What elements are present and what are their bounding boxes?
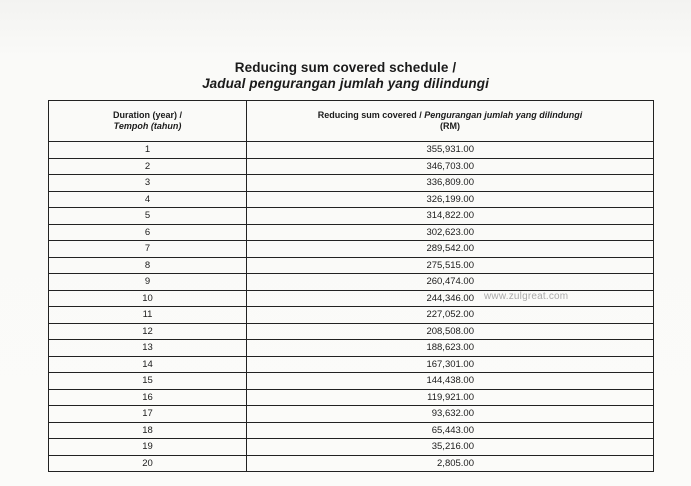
duration-cell: 14 [49, 356, 247, 373]
table-row [49, 208, 654, 225]
amount-cell: 336,809.00 [247, 175, 654, 192]
duration-column-header [49, 101, 247, 142]
duration-cell: 20 [49, 455, 247, 472]
schedule-title-malay: Jadual pengurangan jumlah yang dilindungi [202, 76, 489, 91]
duration-cell: 8 [49, 257, 247, 274]
duration-header-english: Duration (year) / [112, 110, 182, 120]
table-row [49, 307, 654, 324]
duration-cell: 15 [49, 373, 247, 390]
amount-cell: 260,474.00 [247, 274, 654, 291]
amount-cell: 35,216.00 [247, 439, 654, 456]
duration-cell: 3 [49, 175, 247, 192]
table-body [49, 142, 654, 472]
table-row [49, 323, 654, 340]
duration-cell: 16 [49, 389, 247, 406]
amount-cell: 208,508.00 [247, 323, 654, 340]
amount-cell: 2,805.00 [247, 455, 654, 472]
duration-cell: 9 [49, 274, 247, 291]
duration-cell: 19 [49, 439, 247, 456]
amount-cell: 227,052.00 [247, 307, 654, 324]
amount-header-english: Reducing sum covered / [317, 110, 425, 120]
duration-cell: 13 [49, 340, 247, 357]
table-row [49, 455, 654, 472]
amount-cell: 244,346.00 [247, 290, 654, 307]
duration-cell: 6 [49, 224, 247, 241]
table-row [49, 191, 654, 208]
table-row [49, 158, 654, 175]
watermark-text: www.zulgreat.com [484, 291, 569, 302]
amount-cell: 326,199.00 [247, 191, 654, 208]
reducing-sum-table [48, 100, 654, 472]
amount-cell: 93,632.00 [247, 406, 654, 423]
amount-cell: 355,931.00 [247, 142, 654, 159]
table-row [49, 439, 654, 456]
table-row [49, 340, 654, 357]
duration-cell: 18 [49, 422, 247, 439]
duration-cell: 4 [49, 191, 247, 208]
amount-cell: 144,438.00 [247, 373, 654, 390]
table-header-row [49, 101, 654, 142]
table-row [49, 274, 654, 291]
table-row [49, 175, 654, 192]
amount-cell: 314,822.00 [247, 208, 654, 225]
amount-cell: 167,301.00 [247, 356, 654, 373]
duration-cell: 2 [49, 158, 247, 175]
amount-cell: 289,542.00 [247, 241, 654, 258]
duration-cell: 10 [49, 290, 247, 307]
amount-cell: 275,515.00 [247, 257, 654, 274]
amount-cell: 346,703.00 [247, 158, 654, 175]
amount-cell: 65,443.00 [247, 422, 654, 439]
table-row [49, 257, 654, 274]
amount-cell: 119,921.00 [247, 389, 654, 406]
table-row [49, 389, 654, 406]
table-row [49, 373, 654, 390]
amount-cell: 188,623.00 [247, 340, 654, 357]
amount-header-unit: (RM) [440, 121, 460, 131]
duration-cell: 5 [49, 208, 247, 225]
table-row [49, 422, 654, 439]
schedule-title-english: Reducing sum covered schedule / [234, 60, 457, 75]
amount-header-malay: Pengurangan jumlah yang dilindungi [424, 110, 583, 120]
amount-column-header [247, 101, 654, 142]
duration-cell: 7 [49, 241, 247, 258]
table-row [49, 356, 654, 373]
table-row [49, 224, 654, 241]
amount-cell: 302,623.00 [247, 224, 654, 241]
table-row [49, 142, 654, 159]
table-row [49, 241, 654, 258]
duration-cell: 17 [49, 406, 247, 423]
duration-cell: 12 [49, 323, 247, 340]
duration-header-malay: Tempoh (tahun) [113, 121, 182, 131]
duration-cell: 11 [49, 307, 247, 324]
table-row [49, 406, 654, 423]
duration-cell: 1 [49, 142, 247, 159]
